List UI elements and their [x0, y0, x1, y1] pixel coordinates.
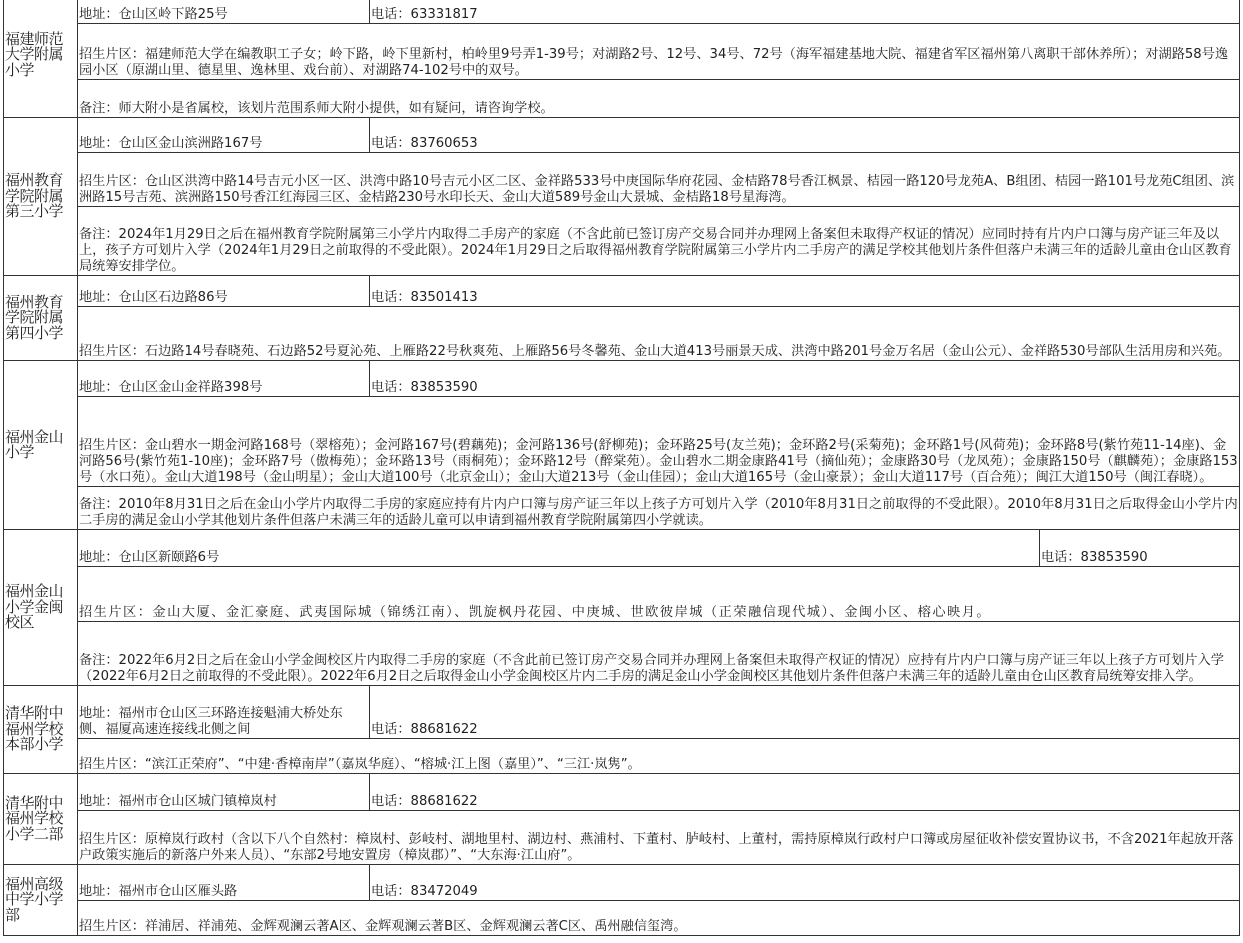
school-phone: 电话：83760653 [370, 118, 1240, 153]
school-6-address-row [4, 686, 1240, 739]
school-name: 清华附中福州学校本部小学 [4, 686, 78, 774]
school-phone: 电话：63331817 [370, 0, 1240, 24]
school-name: 福州教育学院附属第四小学 [4, 276, 78, 361]
school-8-address-row [4, 865, 1240, 901]
school-5-address-row [4, 530, 1240, 567]
school-zone-table [3, 0, 1240, 936]
school-4-address-row [4, 361, 1240, 397]
school-4-zone-row [4, 397, 1240, 487]
school-zone: 招生片区：祥浦居、祥浦苑、金辉观澜云著A区、金辉观澜云著B区、金辉观澜云著C区、禹州融信玺湾。 [78, 901, 1240, 936]
school-name: 福州金山小学 [4, 361, 78, 530]
school-phone: 电话：83501413 [370, 276, 1240, 307]
school-1-zone-row [4, 24, 1240, 80]
school-1-address-row [4, 0, 1240, 24]
school-phone: 电话：83853590 [370, 361, 1240, 397]
school-phone: 电话：88681622 [370, 686, 1240, 739]
school-phone: 电话：83853590 [1040, 530, 1240, 567]
school-note: 备注：2022年6月2日之后在金山小学金闽校区片内取得二手房的家庭（不含此前已签订房产交易合同并办理网上备案但未取得产权证的情况）应持有片内户口簿与房产证三年以上孩子方可划片入学（2022年6月2日之前取得的不受此限）。2022年6月2日之后取得金山小学金闽校区片内二手房的满足金山小学金闽校区其他划片条件但落户未满三年的适龄儿童由仓山区教育局统筹安排入学。 [78, 622, 1240, 686]
school-8-zone-row [4, 901, 1240, 936]
school-5-note-row [4, 622, 1240, 686]
school-name: 清华附中福州学校小学二部 [4, 774, 78, 865]
school-2-zone-row [4, 153, 1240, 207]
school-1-note-row [4, 80, 1240, 118]
school-address: 地址：仓山区金山滨洲路167号 [78, 118, 370, 153]
school-address: 地址：仓山区新颐路6号 [78, 530, 1040, 567]
school-name: 福州金山小学金闽校区 [4, 530, 78, 686]
school-phone: 电话：83472049 [370, 865, 1240, 901]
school-address: 地址：仓山区金山金祥路398号 [78, 361, 370, 397]
school-zone: 招生片区：仓山区洪湾中路14号吉元小区一区、洪湾中路10号吉元小区二区、金祥路533号中庚国际华府花园、金桔路78号香江枫景、桔园一路120号龙苑A、B组团、桔园一路101号龙苑C组团、滨洲路15号吉苑、滨洲路150号香江红海园三区、金桔路230号水印长天、金山大道589号金山大景城、金桔路18号星海湾。 [78, 153, 1240, 207]
school-address: 地址：福州市仓山区雁头路 [78, 865, 370, 901]
school-7-address-row [4, 774, 1240, 811]
school-zone: 招生片区：福建师范大学在编教职工子女；岭下路，岭下里新村，柏岭里9号弄1-39号；对湖路2号、12号、34号、72号（海军福建基地大院、福建省军区福州第八离职干部休养所）；对湖路58号逸园小区（原湖山里、德星里、逸林里、戏台前）、对湖路74-102号中的双号。 [78, 24, 1240, 80]
school-5-zone-row [4, 567, 1240, 622]
school-zone: 招生片区：金山碧水一期金河路168号（翠榕苑）；金河路167号(碧藕苑)；金河路136号(舒柳苑)；金环路25号(友兰苑)；金环路2号(采菊苑)；金环路1号(风荷苑)；金环路8号(紫竹苑11-14座)、金河路56号(紫竹苑1-10座)；金环路7号（傲梅苑）；金环路13号（雨桐苑）；金环路12号（醉棠苑）。金山碧水二期金康路41号（摘仙苑）；金康路30号（龙凤苑）；金康路150号（麒麟苑）；金康路153号（水口苑）。金山大道198号（金山明星）；金山大道100号（北京金山）；金山大道213号（金山佳园）；金山大道165号（金山豪景）；金山大道117号（百合苑）；闽江大道150号（闽江春晓）。 [78, 397, 1240, 487]
school-note: 备注：师大附小是省属校，该划片范围系师大附小提供，如有疑问，请咨询学校。 [78, 80, 1240, 118]
school-zone: 招生片区：石边路14号春晓苑、石边路52号夏沁苑、上雁路22号秋爽苑、上雁路56号冬馨苑、金山大道413号丽景天成、洪湾中路201号金万名居（金山公元）、金祥路530号部队生活用房和兴苑。 [78, 307, 1240, 361]
school-name: 福州高级中学小学部 [4, 865, 78, 936]
school-3-zone-row [4, 307, 1240, 361]
school-2-address-row [4, 118, 1240, 153]
school-3-address-row [4, 276, 1240, 307]
school-4-note-row [4, 487, 1240, 530]
school-name: 福建师范大学附属小学 [4, 0, 78, 118]
school-phone: 电话：88681622 [370, 774, 1240, 811]
school-address: 地址：福州市仓山区三环路连接魁浦大桥处东侧、福厦高速连接线北侧之间 [78, 686, 370, 739]
school-2-note-row [4, 207, 1240, 276]
school-address: 地址：仓山区岭下路25号 [78, 0, 370, 24]
school-6-zone-row [4, 739, 1240, 774]
school-name: 福州教育学院附属第三小学 [4, 118, 78, 276]
school-zone: 招生片区：“滨江正荣府”、“中建·香樟南岸”（嘉岚华庭）、“榕城·江上图（嘉里）”、“三江·岚隽”。 [78, 739, 1240, 774]
school-address: 地址：福州市仓山区城门镇樟岚村 [78, 774, 370, 811]
school-address: 地址：仓山区石边路86号 [78, 276, 370, 307]
school-note: 备注：2010年8月31日之后在金山小学片内取得二手房的家庭应持有片内户口簿与房产证三年以上孩子方可划片入学（2010年8月31日之前取得的不受此限）。2010年8月31日之后取得金山小学片内二手房的满足金山小学其他划片条件但落户未满三年的适龄儿童可以申请到福州教育学院附属第四小学就读。 [78, 487, 1240, 530]
school-note: 备注：2024年1月29日之后在福州教育学院附属第三小学片内取得二手房产的家庭（不含此前已签订房产交易合同并办理网上备案但未取得产权证的情况）应同时持有片内户口簿与房产证三年及以上，孩子方可划片入学（2024年1月29日之前取得的不受此限）。2024年1月29日之后取得福州教育学院附属第三小学片内二手房产的满足学校其他划片条件但落户未满三年的适龄儿童由仓山区教育局统筹安排学位。 [78, 207, 1240, 276]
school-zone: 招生片区：原樟岚行政村（含以下八个自然村：樟岚村、彭岐村、湖地里村、湖边村、燕浦村、下董村、胪岐村、上董村，需持原樟岚行政村户口簿或房屋征收补偿安置协议书，不含2021年起放开落户政策实施后的新落户外来人员）、“东部2号地安置房（樟岚郡）”、“大东海·江山府”。 [78, 811, 1240, 865]
school-7-zone-row [4, 811, 1240, 865]
school-zone: 招生片区：金山大厦、金汇豪庭、武夷国际城（锦绣江南）、凯旋枫丹花园、中庚城、世欧彼岸城（正荣融信现代城）、金闽小区、榕心映月。 [78, 567, 1240, 622]
